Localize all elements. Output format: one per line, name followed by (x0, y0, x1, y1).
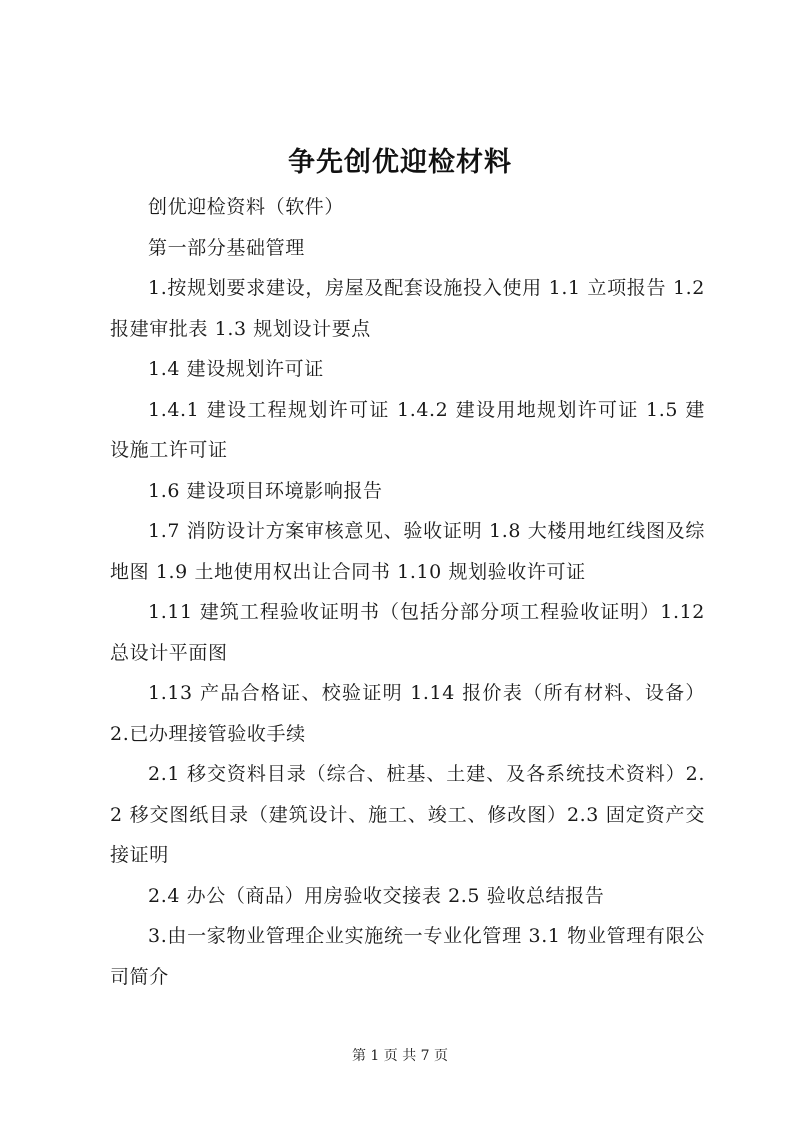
page-number-footer: 第 1 页 共 7 页 (351, 1048, 449, 1064)
paragraph-11: 2.4 办公（商品）用房验收交接表 2.5 验收总结报告 (148, 884, 605, 907)
document-body (110, 187, 705, 997)
paragraph-12: 3.由一家物业管理企业实施统一专业化管理 3.1 物业管理有限公司简介 (110, 925, 705, 988)
paragraph-3: 1.按规划要求建设，房屋及配套设施投入使用 1.1 立项报告 1.2 报建审批表 1.3 规划设计要点 (110, 277, 705, 340)
paragraph-7: 1.7 消防设计方案审核意见、验收证明 1.8 大楼用地红线图及综地图 1.9 土地使用权出让合同书 1.10 规划验收许可证 (110, 520, 705, 583)
paragraph-5: 1.4.1 建设工程规划许可证 1.4.2 建设用地规划许可证 1.5 建设施工许可证 (110, 398, 705, 461)
paragraph-2: 第一部分基础管理 (148, 236, 305, 259)
paragraph-8: 1.11 建筑工程验收证明书（包括分部分项工程验收证明）1.12 总设计平面图 (110, 601, 705, 664)
paragraph-9: 1.13 产品合格证、校验证明 1.14 报价表（所有材料、设备）2.已办理接管验收手续 (110, 682, 705, 745)
paragraph-6: 1.6 建设项目环境影响报告 (148, 479, 383, 502)
document-title: 争先创优迎检材料 (288, 147, 512, 178)
paragraph-10: 2.1 移交资料目录（综合、桩基、土建、及各系统技术资料）2.2 移交图纸目录（建筑设计、施工、竣工、修改图）2.3 固定资产交接证明 (110, 763, 705, 866)
paragraph-1: 创优迎检资料（软件） (148, 196, 345, 218)
paragraph-4: 1.4 建设规划许可证 (148, 358, 324, 380)
